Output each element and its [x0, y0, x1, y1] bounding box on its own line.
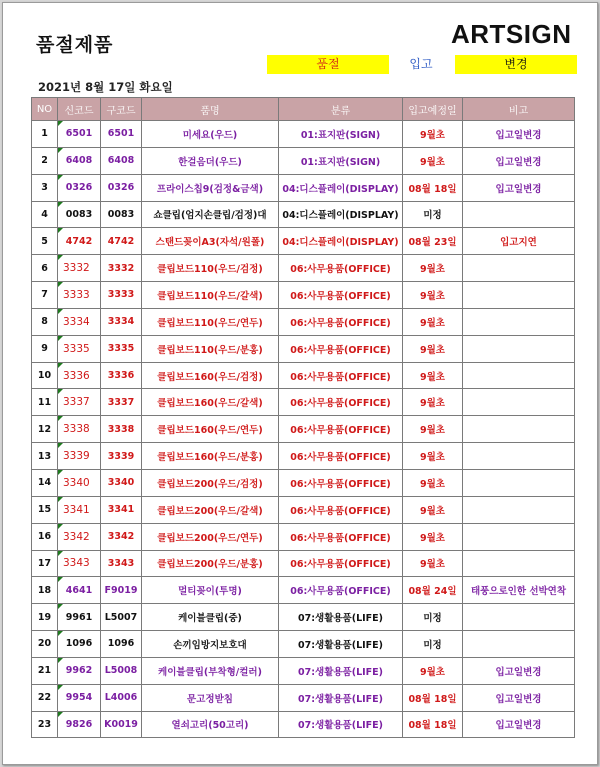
row-number: 13 — [32, 443, 58, 470]
product-name-cell: 문고정받침 — [142, 684, 279, 711]
table-row — [32, 711, 575, 738]
note-cell: 입고일변경 — [463, 657, 575, 684]
eta-cell: 08월 18일 — [403, 174, 463, 201]
category-cell: 06:사무용품(OFFICE) — [279, 282, 403, 309]
category-cell: 06:사무용품(OFFICE) — [279, 255, 403, 282]
category-cell: 07:생활용품(LIFE) — [279, 684, 403, 711]
page-title: 품절제품 — [36, 34, 114, 56]
note-cell — [463, 308, 575, 335]
eta-cell: 9월초 — [403, 335, 463, 362]
table-body — [32, 121, 575, 738]
row-number: 15 — [32, 496, 58, 523]
table-row — [32, 228, 575, 255]
table-row — [32, 523, 575, 550]
new-code-cell: 4742 — [58, 228, 101, 255]
note-cell — [463, 469, 575, 496]
product-name-cell: 한걸음더(우드) — [142, 147, 279, 174]
row-number: 23 — [32, 711, 58, 738]
product-name-cell: 클립보드200(우드/분홍) — [142, 550, 279, 577]
product-name-cell: 클립보드160(우드/연두) — [142, 416, 279, 443]
old-code-cell: 3339 — [101, 443, 142, 470]
legend-incoming: 입고 — [393, 55, 449, 74]
document-page — [2, 2, 598, 765]
eta-cell: 9월초 — [403, 523, 463, 550]
table-row — [32, 416, 575, 443]
category-cell: 01:표지판(SIGN) — [279, 121, 403, 148]
note-cell — [463, 282, 575, 309]
new-code-cell: 3333 — [58, 282, 101, 309]
category-cell: 06:사무용품(OFFICE) — [279, 389, 403, 416]
old-code-cell: 0083 — [101, 201, 142, 228]
legend-soldout: 품절 — [267, 55, 389, 74]
eta-cell: 08월 23일 — [403, 228, 463, 255]
table-row — [32, 469, 575, 496]
old-code-cell: L5008 — [101, 657, 142, 684]
category-cell: 06:사무용품(OFFICE) — [279, 496, 403, 523]
eta-cell: 9월초 — [403, 282, 463, 309]
new-code-cell: 3339 — [58, 443, 101, 470]
category-cell: 07:생활용품(LIFE) — [279, 604, 403, 631]
row-number: 11 — [32, 389, 58, 416]
note-cell — [463, 496, 575, 523]
artsign-logo: ARTSIGN — [451, 19, 572, 49]
note-cell: 입고일변경 — [463, 174, 575, 201]
eta-cell: 9월초 — [403, 496, 463, 523]
note-cell: 입고일변경 — [463, 121, 575, 148]
row-number: 16 — [32, 523, 58, 550]
new-code-cell: 3342 — [58, 523, 101, 550]
row-number: 1 — [32, 121, 58, 148]
product-name-cell: 클립보드200(우드/갈색) — [142, 496, 279, 523]
table-row — [32, 389, 575, 416]
category-cell: 06:사무용품(OFFICE) — [279, 308, 403, 335]
table-row — [32, 577, 575, 604]
table-row — [32, 282, 575, 309]
row-number: 3 — [32, 174, 58, 201]
row-number: 12 — [32, 416, 58, 443]
row-number: 7 — [32, 282, 58, 309]
eta-cell: 08월 24일 — [403, 577, 463, 604]
legend-changed: 변경 — [455, 55, 577, 74]
old-code-cell: 3335 — [101, 335, 142, 362]
row-number: 6 — [32, 255, 58, 282]
old-code-cell: L5007 — [101, 604, 142, 631]
table-row — [32, 308, 575, 335]
category-cell: 07:생활용품(LIFE) — [279, 711, 403, 738]
eta-cell: 9월초 — [403, 416, 463, 443]
category-cell: 06:사무용품(OFFICE) — [279, 362, 403, 389]
row-number: 4 — [32, 201, 58, 228]
old-code-cell: 3332 — [101, 255, 142, 282]
old-code-cell: 6408 — [101, 147, 142, 174]
product-name-cell: 클립보드110(우드/검정) — [142, 255, 279, 282]
old-code-cell: 3334 — [101, 308, 142, 335]
col-header-category: 분류 — [279, 98, 403, 121]
new-code-cell: 3338 — [58, 416, 101, 443]
old-code-cell: L4006 — [101, 684, 142, 711]
table-row — [32, 496, 575, 523]
eta-cell: 9월초 — [403, 657, 463, 684]
product-name-cell: 클립보드110(우드/갈색) — [142, 282, 279, 309]
row-number: 8 — [32, 308, 58, 335]
product-name-cell: 클립보드110(우드/분홍) — [142, 335, 279, 362]
note-cell — [463, 443, 575, 470]
note-cell — [463, 335, 575, 362]
new-code-cell: 3335 — [58, 335, 101, 362]
col-header-note: 비고 — [463, 98, 575, 121]
product-name-cell: 열쇠고리(50고리) — [142, 711, 279, 738]
note-cell: 입고일변경 — [463, 711, 575, 738]
category-cell: 04:디스플레이(DISPLAY) — [279, 201, 403, 228]
new-code-cell: 9962 — [58, 657, 101, 684]
new-code-cell: 9826 — [58, 711, 101, 738]
new-code-cell: 1096 — [58, 631, 101, 658]
category-cell: 06:사무용품(OFFICE) — [279, 577, 403, 604]
new-code-cell: 0326 — [58, 174, 101, 201]
table-row — [32, 550, 575, 577]
old-code-cell: 4742 — [101, 228, 142, 255]
eta-cell: 9월초 — [403, 550, 463, 577]
category-cell: 04:디스플레이(DISPLAY) — [279, 228, 403, 255]
table-row — [32, 443, 575, 470]
col-header-old-code: 구코드 — [101, 98, 142, 121]
eta-cell: 9월초 — [403, 147, 463, 174]
new-code-cell: 3334 — [58, 308, 101, 335]
product-name-cell: 쇼클립(엄지손클립/검정)대 — [142, 201, 279, 228]
soldout-table — [31, 97, 575, 738]
new-code-cell: 3336 — [58, 362, 101, 389]
old-code-cell: 0326 — [101, 174, 142, 201]
table-row — [32, 147, 575, 174]
new-code-cell: 0083 — [58, 201, 101, 228]
eta-cell: 08월 18일 — [403, 684, 463, 711]
new-code-cell: 6408 — [58, 147, 101, 174]
new-code-cell: 3343 — [58, 550, 101, 577]
note-cell — [463, 389, 575, 416]
table-row — [32, 631, 575, 658]
old-code-cell: F9019 — [101, 577, 142, 604]
new-code-cell: 3337 — [58, 389, 101, 416]
table-row — [32, 201, 575, 228]
table-row — [32, 684, 575, 711]
table-row — [32, 174, 575, 201]
eta-cell: 9월초 — [403, 389, 463, 416]
new-code-cell: 3332 — [58, 255, 101, 282]
product-name-cell: 클립보드200(우드/검정) — [142, 469, 279, 496]
new-code-cell: 9954 — [58, 684, 101, 711]
note-cell — [463, 416, 575, 443]
eta-cell: 9월초 — [403, 362, 463, 389]
category-cell: 07:생활용품(LIFE) — [279, 631, 403, 658]
col-header-new-code: 신코드 — [58, 98, 101, 121]
table-header-row — [32, 98, 575, 121]
report-date: 2021년 8월 17일 화요일 — [38, 80, 173, 94]
eta-cell: 9월초 — [403, 255, 463, 282]
row-number: 18 — [32, 577, 58, 604]
row-number: 9 — [32, 335, 58, 362]
product-name-cell: 미세요(우드) — [142, 121, 279, 148]
new-code-cell: 3341 — [58, 496, 101, 523]
new-code-cell: 4641 — [58, 577, 101, 604]
row-number: 2 — [32, 147, 58, 174]
new-code-cell: 3340 — [58, 469, 101, 496]
col-header-product-name: 품명 — [142, 98, 279, 121]
table-row — [32, 362, 575, 389]
eta-cell: 미정 — [403, 631, 463, 658]
category-cell: 06:사무용품(OFFICE) — [279, 550, 403, 577]
product-name-cell: 케이블클립(부착형/컬러) — [142, 657, 279, 684]
product-name-cell: 케이블클립(중) — [142, 604, 279, 631]
product-name-cell: 손끼임방지보호대 — [142, 631, 279, 658]
product-name-cell: 클립보드200(우드/연두) — [142, 523, 279, 550]
category-cell: 06:사무용품(OFFICE) — [279, 469, 403, 496]
note-cell: 입고일변경 — [463, 147, 575, 174]
old-code-cell: 6501 — [101, 121, 142, 148]
old-code-cell: 3336 — [101, 362, 142, 389]
note-cell: 입고일변경 — [463, 684, 575, 711]
new-code-cell: 6501 — [58, 121, 101, 148]
note-cell — [463, 604, 575, 631]
row-number: 5 — [32, 228, 58, 255]
old-code-cell: 1096 — [101, 631, 142, 658]
note-cell — [463, 201, 575, 228]
product-name-cell: 스탠드꽂이A3(자석/원폴) — [142, 228, 279, 255]
table-row — [32, 657, 575, 684]
category-cell: 07:생활용품(LIFE) — [279, 657, 403, 684]
note-cell: 입고지연 — [463, 228, 575, 255]
eta-cell: 9월초 — [403, 469, 463, 496]
old-code-cell: 3338 — [101, 416, 142, 443]
new-code-cell: 9961 — [58, 604, 101, 631]
note-cell — [463, 255, 575, 282]
note-cell — [463, 631, 575, 658]
category-cell: 06:사무용품(OFFICE) — [279, 523, 403, 550]
product-name-cell: 클립보드160(우드/갈색) — [142, 389, 279, 416]
old-code-cell: K0019 — [101, 711, 142, 738]
row-number: 14 — [32, 469, 58, 496]
eta-cell: 9월초 — [403, 443, 463, 470]
note-cell: 태풍으로인한 선박연착 — [463, 577, 575, 604]
category-cell: 06:사무용품(OFFICE) — [279, 335, 403, 362]
row-number: 19 — [32, 604, 58, 631]
product-name-cell: 클립보드160(우드/검정) — [142, 362, 279, 389]
eta-cell: 미정 — [403, 604, 463, 631]
product-name-cell: 멀티꽂이(투명) — [142, 577, 279, 604]
table-row — [32, 255, 575, 282]
note-cell — [463, 550, 575, 577]
old-code-cell: 3340 — [101, 469, 142, 496]
old-code-cell: 3333 — [101, 282, 142, 309]
old-code-cell: 3343 — [101, 550, 142, 577]
eta-cell: 미정 — [403, 201, 463, 228]
old-code-cell: 3341 — [101, 496, 142, 523]
note-cell — [463, 523, 575, 550]
col-header-eta: 입고예정일 — [403, 98, 463, 121]
category-cell: 04:디스플레이(DISPLAY) — [279, 174, 403, 201]
row-number: 20 — [32, 631, 58, 658]
col-header-no: NO — [32, 98, 58, 121]
eta-cell: 9월초 — [403, 308, 463, 335]
old-code-cell: 3337 — [101, 389, 142, 416]
note-cell — [463, 362, 575, 389]
category-cell: 01:표지판(SIGN) — [279, 147, 403, 174]
row-number: 22 — [32, 684, 58, 711]
row-number: 17 — [32, 550, 58, 577]
old-code-cell: 3342 — [101, 523, 142, 550]
table-row — [32, 604, 575, 631]
product-name-cell: 클립보드110(우드/연두) — [142, 308, 279, 335]
eta-cell: 9월초 — [403, 121, 463, 148]
table-row — [32, 335, 575, 362]
row-number: 10 — [32, 362, 58, 389]
category-cell: 06:사무용품(OFFICE) — [279, 416, 403, 443]
eta-cell: 08월 18일 — [403, 711, 463, 738]
row-number: 21 — [32, 657, 58, 684]
table-row — [32, 121, 575, 148]
category-cell: 06:사무용품(OFFICE) — [279, 443, 403, 470]
product-name-cell: 프라이스칩9(검정&금색) — [142, 174, 279, 201]
product-name-cell: 클립보드160(우드/분홍) — [142, 443, 279, 470]
